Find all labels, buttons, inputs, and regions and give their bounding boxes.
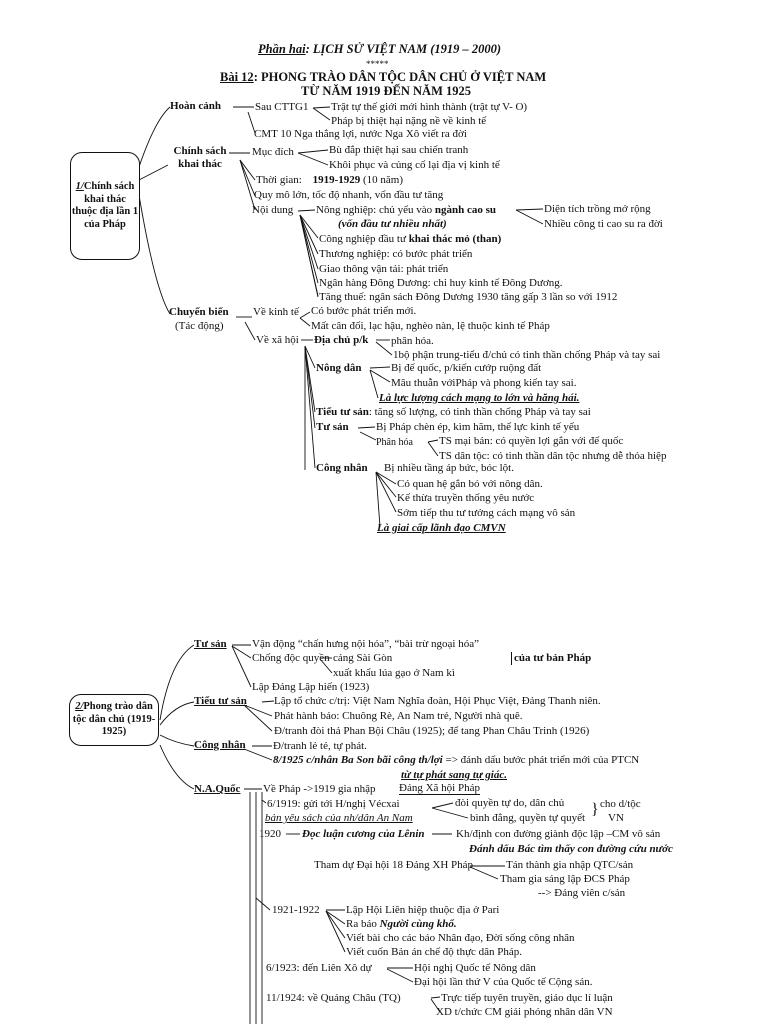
y1924-item: XD t/chức CM giải phóng nhân dân VN xyxy=(436,1006,613,1018)
ts-dan-toc: TS dân tộc: có tinh thần dân tộc nhưng dễ thỏa hiệp xyxy=(439,450,667,462)
doc-quyen-item: cảng Sài Gòn xyxy=(333,652,393,664)
chuyen-bien-sub: (Tác động) xyxy=(175,320,224,332)
cao-su-item: Nhiều công ti cao su ra đời xyxy=(544,218,663,230)
s2-tu-san-item: Vận động “chấn hưng nội hóa”, “bài trừ ngoại hóa” xyxy=(252,638,479,650)
tu-san-item: Bị Pháp chèn ép, kìm hãm, thế lực kinh tế yếu xyxy=(376,421,580,433)
nong-nghiep: Nông nghiệp: chủ yếu vào ngành cao su xyxy=(316,204,496,216)
s2-tu-san-item: Chống độc quyền xyxy=(252,652,330,664)
s2-tieu-tu-san-item: Phát hành báo: Chuông Rè, An Nam trẻ, Người nhà quê. xyxy=(274,710,523,722)
ts-mai-ban: TS mại bản: có quyền lợi gắn với đế quốc xyxy=(439,435,624,447)
vecxai-item: đòi quyền tự do, dân chủ xyxy=(455,797,565,809)
ve-xa-hoi: Về xã hội xyxy=(256,334,299,346)
cong-nhan-text: Bị nhiều tầng áp bức, bóc lột. xyxy=(384,462,514,474)
sau-cttg1: Sau CTTG1 xyxy=(255,101,309,113)
chuyen-bien-label: Chuyển biến xyxy=(169,306,229,318)
part-title: Phần hai: LỊCH SỬ VIỆT NAM (1919 – 2000) xyxy=(258,42,502,56)
noi-dung-item: Ngân hàng Đông Dương: chi huy kinh tế Đông Dương. xyxy=(319,277,563,289)
brace: } xyxy=(591,801,599,818)
ve-phap: Về Pháp ->1919 gia nhập xyxy=(263,783,376,795)
dang-xh-phap: Đảng Xã hội Pháp xyxy=(399,782,480,794)
lenin-bold: Đánh dấu Bác tìm thấy con đường cứu nước xyxy=(469,843,673,855)
s2-tu-san-label: Tư sản xyxy=(194,638,227,650)
noi-dung: Nội dung xyxy=(252,204,294,216)
y1923-item: Đại hội lần thứ V của Quốc tế Cộng sản. xyxy=(414,976,593,988)
vecxai-item: bình đẳng, quyền tự quyết xyxy=(470,812,586,824)
hoan-canh-item: Trật tự thế giới mới hình thành (trật tự V- O) xyxy=(331,101,528,113)
s2-tu-san-item: Lập Đảng Lập hiến (1923) xyxy=(252,681,370,693)
noi-dung-item: Giao thông vận tải: phát triển xyxy=(319,263,449,275)
header-stars: ***** xyxy=(366,59,389,69)
year-1921: 1921-1922 xyxy=(272,904,320,916)
y1921-item: Viết cuốn Bản án chế độ thực dân Pháp. xyxy=(346,946,523,958)
ra-bao: Ra báo Người cùng khổ. xyxy=(346,918,457,930)
nong-dan: Nông dân xyxy=(316,362,362,374)
dia-chu-item: 1bộ phận trung-tiểu đ/chủ có tinh thần chống Pháp và tay sai xyxy=(393,349,661,361)
dia-chu: Địa chủ p/k xyxy=(314,334,369,346)
y1923-item: Hội nghị Quốc tế Nông dân xyxy=(414,962,536,974)
ve-kinh-te: Về kinh tế xyxy=(253,306,299,318)
cong-nhan-conclusion: Là giai cấp lãnh đạo CMVN xyxy=(377,522,506,534)
hoan-canh-item: Pháp bị thiệt hại nặng nề về kinh tế xyxy=(331,115,487,127)
thoi-gian: Thời gian: 1919-1929 (10 năm) xyxy=(256,174,404,186)
tham-du-item: Tán thành gia nhập QTC/sản xyxy=(506,859,634,871)
vecxai: 6/1919: gửi tới H/nghị Vécxai xyxy=(267,798,400,810)
kinh-te-item: Có bước phát triển mới. xyxy=(311,305,417,317)
chinh-sach-label: Chính sách khai thác xyxy=(173,145,227,170)
s2-cong-nhan-label: Công nhân xyxy=(194,739,246,751)
naq-label: N.A.Quốc xyxy=(194,783,241,795)
cong-nhan-item: Có quan hệ gắn bó với nông dân. xyxy=(397,478,543,490)
cao-su-item: Diện tích trồng mở rộng xyxy=(544,203,651,215)
phan-hoa: Phân hóa xyxy=(376,437,413,448)
tu-san: Tư sản xyxy=(316,421,349,433)
s2-tieu-tu-san-item: Đ/tranh đòi thả Phan Bội Châu (1925); để tang Phan Châu Trinh (1926) xyxy=(274,725,590,737)
y1924-item: Trực tiếp tuyên truyền, giáo dục lí luận xyxy=(441,992,613,1004)
cong-nhan-item: Sớm tiếp thu tư tưởng cách mạng vô sản xyxy=(397,507,576,519)
lesson-title: Bài 12: PHONG TRÀO DÂN TỘC DÂN CHỦ Ở VIỆT NAM xyxy=(220,70,547,84)
year-1923: 6/1923: đến Liên Xô dự xyxy=(266,962,372,974)
nong-nghiep-note: (vốn đầu tư nhiều nhất) xyxy=(338,218,447,230)
s2-tieu-tu-san-item: Lập tổ chức c/trị: Việt Nam Nghĩa đoàn, Hội Phục Việt, Đảng Thanh niên. xyxy=(274,695,601,707)
section2-title-box: 2/Phong trào dân tộc dân chủ (1919-1925) xyxy=(69,694,159,746)
kinh-te-item: Mất cân đối, lạc hậu, nghèo nàn, lệ thuộc kinh tế Pháp xyxy=(311,320,550,332)
section1-title-box: 1/Chính sách khai thác thuộc địa lần 1 của Pháp xyxy=(70,152,140,260)
cmt10: CMT 10 Nga thắng lợi, nước Nga Xô viết ra đời xyxy=(254,128,467,140)
tham-du-item: Tham gia sáng lập ĐCS Pháp xyxy=(500,873,630,885)
noi-dung-item: Tăng thuế: ngân sách Đông Dương 1930 tăng gấp 3 lần so với 1912 xyxy=(319,291,618,303)
nong-dan-conclusion: Là lực lượng cách mạng to lớn và hăng hái. xyxy=(379,392,580,404)
lenin-item: Kh/định con đường giành độc lập –CM vô sản xyxy=(456,828,661,840)
ba-son: 8/1925 c/nhân Ba Son bãi công th/lợi => đánh dấu bước phát triển mới của PTCN xyxy=(273,754,640,766)
doc-quyen-item: xuất khẩu lúa gạo ở Nam kì xyxy=(333,667,455,679)
nong-dan-item: Bị đế quốc, p/kiến cướp ruộng đất xyxy=(391,362,542,374)
y1921-item: Viết bài cho các báo Nhân đạo, Đời sống công nhân xyxy=(346,932,575,944)
y1921-item: Lập Hội Liên hiệp thuộc địa ở Pari xyxy=(346,904,500,916)
muc-dich-item: Khôi phục và củng cố lại địa vị kinh tế xyxy=(329,159,500,171)
cho-dtoc: cho d/tộc xyxy=(600,798,641,810)
vn-label: VN xyxy=(608,812,624,824)
s2-cong-nhan-item: Đ/tranh lẻ tẻ, tự phát. xyxy=(273,740,367,752)
lesson-subtitle: TỪ NĂM 1919 ĐẾN NĂM 1925 xyxy=(301,84,472,98)
cong-nhan: Công nhân xyxy=(316,462,368,474)
year-1924: 11/1924: về Quảng Châu (TQ) xyxy=(266,992,401,1004)
muc-dich-item: Bù đắp thiệt hại sau chiến tranh xyxy=(329,144,469,156)
year-1920: 1920 xyxy=(259,828,281,840)
doc-luan-cuong: Đọc luận cương của Lênin xyxy=(302,828,425,840)
cua-tu-ban: của tư bản Pháp xyxy=(511,652,591,665)
cong-nghiep: Công nghiệp đầu tư khai thác mỏ (than) xyxy=(319,233,502,245)
tu-giac: từ tự phát sang tự giác. xyxy=(401,769,507,781)
tieu-tu-san: Tiểu tư sản: tăng số lượng, có tinh thần chống Pháp và tay sai xyxy=(316,406,591,418)
hoan-canh-label: Hoàn cảnh xyxy=(170,100,222,112)
cong-nhan-item: Kế thừa truyền thống yêu nước xyxy=(397,492,535,504)
tham-du: Tham dự Đại hội 18 Đảng XH Pháp xyxy=(314,859,474,871)
s2-tieu-tu-san-label: Tiểu tư sản xyxy=(194,695,247,707)
quy-mo: Quy mô lớn, tốc độ nhanh, vốn đầu tư tăng xyxy=(254,189,444,201)
tham-du-item: --> Đảng viên c/sản xyxy=(538,887,626,899)
nong-dan-item: Mâu thuẫn vớiPháp và phong kiến tay sai. xyxy=(391,377,577,389)
muc-dich: Mục đích xyxy=(252,146,294,158)
ban-yeu-sach: bản yêu sách của nh/dân An Nam xyxy=(265,812,413,824)
noi-dung-item: Thương nghiệp: có bước phát triển xyxy=(319,248,473,260)
dia-chu-item: phân hóa. xyxy=(391,335,434,347)
